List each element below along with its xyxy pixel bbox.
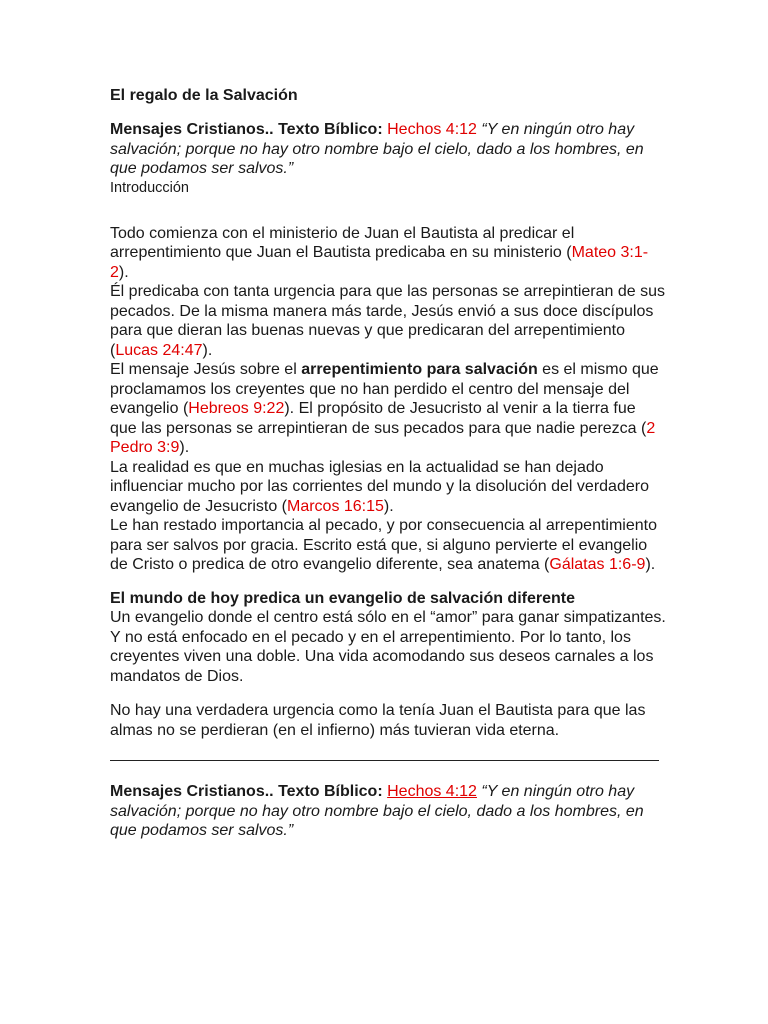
divider bbox=[110, 760, 659, 761]
paragraph: Un evangelio donde el centro está sólo en el “amor” para ganar simpatizantes. Y no está enfocado en el pecado y en el arrepentimiento. Por lo tanto, los creyentes viven una doble. Una vida acomodando sus deseos carnales a los mandatos de Dios. bbox=[110, 609, 666, 685]
text: El mensaje Jesús sobre el bbox=[110, 361, 302, 378]
text: ). bbox=[202, 341, 213, 359]
document-content bbox=[110, 86, 666, 841]
text: Todo comienza con el ministerio de Juan el Bautista al predicar el arrepentimiento que Juan el Bautista predicaba en su ministerio ( bbox=[110, 224, 575, 261]
footer-lead: Mensajes Cristianos.. Texto Bíblico: bbox=[110, 783, 388, 800]
footer-verse bbox=[110, 782, 666, 841]
section-heading: El mundo de hoy predica un evangelio de salvación diferente bbox=[110, 589, 575, 607]
page-title: El regalo de la Salvación bbox=[110, 87, 298, 104]
emphasis: arrepentimiento para salvación bbox=[301, 361, 538, 378]
paragraph bbox=[110, 458, 666, 517]
text: ). bbox=[118, 263, 129, 281]
header-verse bbox=[110, 120, 666, 179]
paragraph bbox=[110, 224, 666, 283]
paragraph: No hay una verdadera urgencia como la tenía Juan el Bautista para que las almas no se perdieran (en el infierno) más tuvieran vida eterna. bbox=[110, 702, 646, 739]
text: es el mismo que proclamamos los creyentes que no han perdido el centro del mensaje del evangelio ( bbox=[110, 361, 659, 417]
header-verse-link[interactable]: Hechos 4:12 bbox=[387, 121, 477, 138]
header-quote: “Y en ningún otro hay salvación; porque no hay otro nombre bajo el cielo, dado a los hombres, en que podamos ser salvos.” bbox=[110, 121, 644, 177]
text: ). bbox=[383, 497, 394, 515]
verse-link-galatas[interactable]: Gálatas 1:6-9 bbox=[549, 556, 646, 573]
text: ). bbox=[645, 556, 656, 573]
text: La realidad es que en muchas iglesias en la actualidad se han dejado influenciar mucho por las corrientes del mundo y la disolución del verdadero evangelio de Jesucristo ( bbox=[110, 458, 649, 515]
text: Le han restado importancia al pecado, y por consecuencia al arrepentimiento para ser salvos por gracia. Escrito está que, si alguno pervierte el evangelio de Cristo o predica de otro evangelio diferente, sea anatema ( bbox=[110, 517, 657, 573]
intro-label: Introducción bbox=[110, 179, 189, 196]
footer-verse-link[interactable]: Hechos 4:12 bbox=[387, 783, 477, 800]
section-2 bbox=[110, 589, 666, 741]
verse-link-lucas[interactable]: Lucas 24:47 bbox=[115, 341, 203, 359]
footer-quote: “Y en ningún otro hay salvación; porque no hay otro nombre bajo el cielo, dado a los hombres, en que podamos ser salvos.” bbox=[110, 783, 644, 839]
text: ). bbox=[179, 439, 190, 456]
paragraph bbox=[110, 516, 666, 575]
verse-link-mateo[interactable]: Mateo 3:1-2 bbox=[110, 244, 649, 281]
text: Él predicaba con tanta urgencia para que las personas se arrepintieran de sus pecados. De la misma manera más tarde, Jesús envió a sus doce discípulos para que dieran las buenas nuevas y que predicaran del arrepentimiento ( bbox=[110, 283, 666, 359]
verse-link-hebreos[interactable]: Hebreos 9:22 bbox=[188, 400, 285, 417]
section-1 bbox=[110, 224, 666, 575]
text: ). El propósito de Jesucristo al venir a la tierra fue que las personas se arrepintieran de sus pecados para que nadie perezca ( bbox=[110, 400, 647, 437]
verse-link-marcos[interactable]: Marcos 16:15 bbox=[286, 497, 384, 515]
paragraph bbox=[110, 282, 666, 360]
verse-link-pedro[interactable]: 2 Pedro 3:9 bbox=[110, 419, 656, 456]
header-lead: Mensajes Cristianos.. Texto Bíblico: bbox=[110, 121, 388, 138]
paragraph bbox=[110, 360, 666, 458]
